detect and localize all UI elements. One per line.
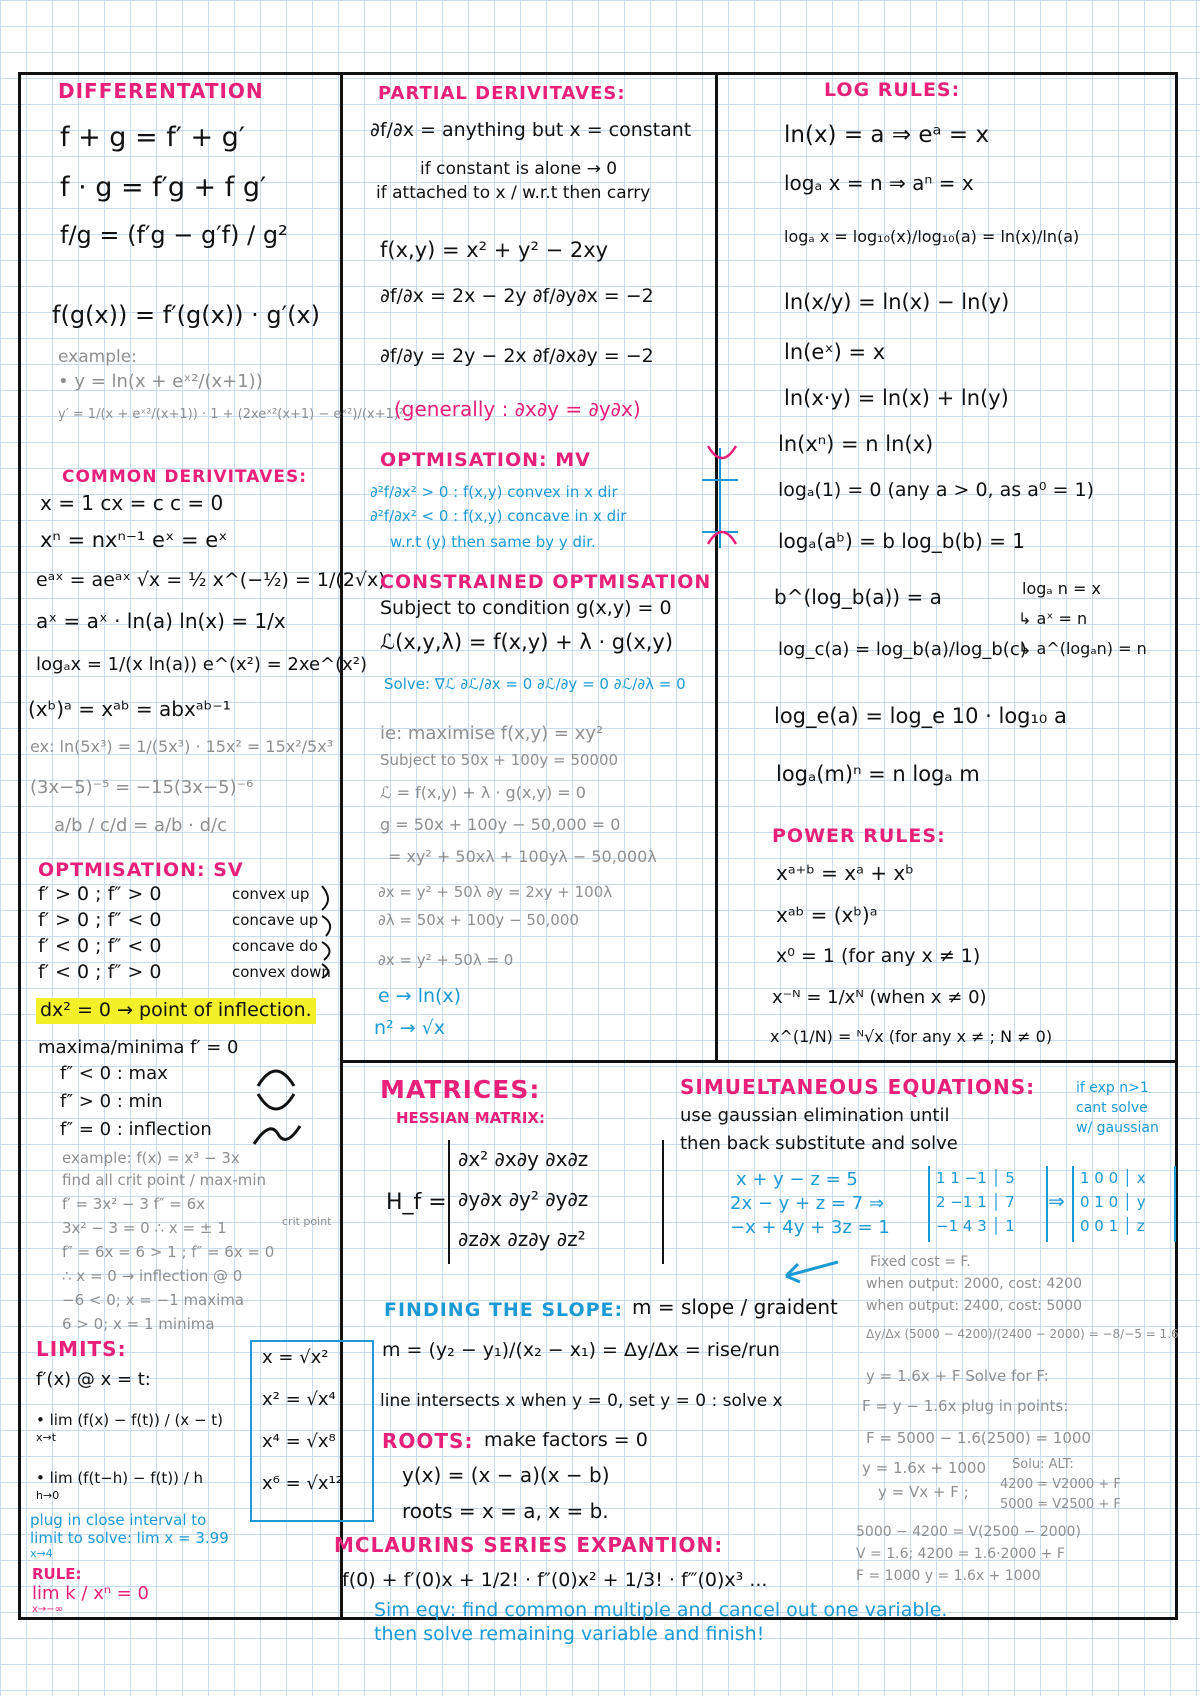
optmv-line-1: ∂²f/∂x² > 0 : f(x,y) convex in x dir [370, 483, 618, 501]
common-line-1: x = 1 cx = c c = 0 [40, 491, 224, 515]
constrained-example-5: = xy² + 50xλ + 100yλ − 50,000λ [388, 847, 657, 866]
sim-aside-2: cant solve [1076, 1100, 1148, 1116]
partial-line-5: ∂f/∂x = 2x − 2y ∂f/∂y∂x = −2 [380, 285, 654, 307]
diff-example-label: example: [58, 347, 137, 367]
optsv-example-8: 6 > 0; x = 1 minima [62, 1315, 215, 1333]
slope-title: FINDING THE SLOPE: [384, 1299, 624, 1321]
hessian-row-2: ∂y∂x ∂y² ∂y∂z [458, 1187, 589, 1211]
power-rule-1: xᵃ⁺ᵇ = xᵃ + xᵇ [776, 861, 914, 885]
limits-line-5: h→0 [36, 1489, 60, 1502]
sim-eq-1: x + y − z = 5 [736, 1169, 858, 1190]
diff-example-fn: • y = ln(x + eˣ²/(x+1)) [58, 371, 263, 392]
log-side-3: ↳ a^(logₐn) = n [1018, 639, 1147, 658]
cost-line-4: Δy/Δx (5000 − 4200)/(2400 − 2000) = −8/−5 = 1.6 [866, 1327, 1179, 1341]
cost-line-2: when output: 2000, cost: 4200 [866, 1276, 1082, 1292]
constrained-example-2: Subject to 50x + 100y = 50000 [380, 751, 619, 769]
aug-row-3: −1 4 3 │ 1 [936, 1217, 1015, 1235]
cost-alt-2: 4200 = V2000 + F [1000, 1477, 1121, 1492]
common-example-1: ex: ln(5x³) = 1/(5x³) · 15x² = 15x²/5x³ [30, 737, 334, 756]
hessian-row-1: ∂x² ∂x∂y ∂x∂z [458, 1147, 589, 1171]
red-row-3: 0 0 1 │ z [1080, 1217, 1145, 1235]
diff-rule-chain: f(g(x)) = f′(g(x)) · g′(x) [52, 301, 320, 329]
limits-line-3: x→t [36, 1431, 57, 1444]
red-row-2: 0 1 0 │ y [1080, 1193, 1146, 1211]
cost-line-9: y = Vx + F ; [878, 1483, 969, 1501]
log-rule-5: ln(eˣ) = x [784, 340, 886, 364]
sim-eq-3: −x + 4y + 3z = 1 [730, 1217, 890, 1238]
constrained-title: CONSTRAINED OPTMISATION [380, 571, 712, 593]
optsv-row-3-label: concave do [232, 937, 318, 955]
cost-line-1: Fixed cost = F. [870, 1254, 971, 1270]
sim-desc-1: use gaussian elimination until [680, 1105, 950, 1126]
case-inflection: f″ = 0 : inflection [60, 1119, 212, 1140]
cost-alt-1: Solu: ALT: [1012, 1457, 1074, 1472]
optsv-example-1: example: f(x) = x³ − 3x [62, 1149, 240, 1167]
optsv-example-3: f′ = 3x² − 3 f″ = 6x [62, 1195, 206, 1213]
common-line-2: xⁿ = nxⁿ⁻¹ eˣ = eˣ [40, 528, 228, 552]
log-side-1: logₐ n = x [1022, 579, 1101, 598]
log-rule-8: logₐ(1) = 0 (any a > 0, as a⁰ = 1) [778, 479, 1094, 501]
sim-aside-3: w/ gaussian [1076, 1120, 1159, 1136]
partial-line-6: ∂f/∂y = 2y − 2x ∂f/∂x∂y = −2 [380, 345, 654, 367]
log-rule-6: ln(x·y) = ln(x) + ln(y) [784, 386, 1009, 410]
slope-formula: m = (y₂ − y₁)/(x₂ − x₁) = Δy/Δx = rise/run [382, 1339, 780, 1361]
optsv-row-3-cond: f′ < 0 ; f″ < 0 [38, 935, 162, 957]
case-max: f″ < 0 : max [60, 1063, 168, 1084]
common-line-4: aˣ = aˣ · ln(a) ln(x) = 1/x [36, 609, 286, 633]
cost-line-11: V = 1.6; 4200 = 1.6·2000 + F [856, 1546, 1065, 1562]
limits-rule-sub: x→−∞ [32, 1604, 64, 1615]
red-row-1: 1 0 0 │ x [1080, 1169, 1146, 1187]
limits-title: LIMITS: [36, 1337, 127, 1361]
limits-line-2: • lim (f(x) − f(t)) / (x − t) [36, 1411, 224, 1429]
diff-title: DIFFERENTATION [58, 79, 264, 103]
optsv-row-1-cond: f′ > 0 ; f″ > 0 [38, 883, 162, 905]
optsv-example-7: −6 < 0; x = −1 maxima [62, 1291, 245, 1309]
common-line-3: eᵃˣ = aeᵃˣ √x = ½ x^(−½) = 1/(2√x) [36, 569, 386, 591]
hessian-title: HESSIAN MATRIX: [396, 1109, 545, 1127]
optsv-row-4-label: convex down [232, 963, 331, 981]
limits-plug-2: limit to solve: lim x = 3.99 [30, 1529, 229, 1547]
partial-line-4: f(x,y) = x² + y² − 2xy [380, 238, 609, 262]
limits-rule-label: RULE: [32, 1565, 82, 1583]
limits-plug-3: x→4 [30, 1547, 53, 1560]
sqrt-identity-3: x⁴ = √x⁸ [262, 1431, 336, 1452]
optsv-example-6: ∴ x = 0 → inflection @ 0 [62, 1267, 243, 1285]
roots-title: ROOTS: [382, 1429, 474, 1453]
sim-title: SIMUELTANEOUS EQUATIONS: [680, 1075, 1036, 1099]
aug-row-1: 1 1 −1 │ 5 [936, 1169, 1015, 1187]
slope-line: line intersects x when y = 0, set y = 0 : solve x [380, 1391, 783, 1411]
cost-line-7: F = 5000 − 1.6(2500) = 1000 [866, 1429, 1092, 1447]
divider-col2 [715, 72, 718, 1062]
optsv-row-4-cond: f′ < 0 ; f″ > 0 [38, 961, 162, 983]
log-rule-1: ln(x) = a ⇒ eᵃ = x [784, 122, 990, 148]
constrained-line-1: Subject to condition g(x,y) = 0 [380, 597, 672, 619]
log-rule-11: log_c(a) = log_b(a)/log_b(c) [778, 639, 1027, 660]
optsv-example-5: f″ = 6x = 6 > 1 ; f″ = 6x = 0 [62, 1243, 275, 1261]
log-rule-4: ln(x/y) = ln(x) − ln(y) [784, 290, 1010, 314]
log-rule-7: ln(xⁿ) = n ln(x) [778, 432, 934, 456]
slope-def: m = slope / graident [632, 1295, 838, 1319]
optmv-line-3: w.r.t (y) then same by y dir. [390, 533, 596, 551]
cost-line-3: when output: 2400, cost: 5000 [866, 1298, 1082, 1314]
common-line-6: (xᵇ)ᵃ = xᵃᵇ = abxᵃᵇ⁻¹ [28, 697, 231, 721]
log-rule-3: logₐ x = log₁₀(x)/log₁₀(a) = ln(x)/ln(a) [784, 227, 1080, 246]
sqrt-identity-1: x = √x² [262, 1347, 329, 1368]
sim-desc-2: then back substitute and solve [680, 1133, 958, 1154]
log-title: LOG RULES: [824, 79, 961, 101]
optsv-row-1-label: convex up [232, 885, 310, 903]
cost-line-10: 5000 − 4200 = V(2500 − 2000) [856, 1524, 1081, 1540]
common-line-5: logₐx = 1/(x ln(a)) e^(x²) = 2xe^(x²) [36, 654, 368, 675]
roots-def: make factors = 0 [484, 1429, 648, 1451]
case-min: f″ > 0 : min [60, 1091, 163, 1112]
diff-example-derivative: y′ = 1/(x + eˣ²/(x+1)) · 1 + (2xeˣ²(x+1) − eˣ²)/(x+1)² [58, 407, 405, 422]
cost-line-6: F = y − 1.6x plug in points: [862, 1397, 1069, 1415]
partial-line-3: if attached to x / w.r.t then carry [376, 183, 651, 203]
limits-line-4: • lim (f(t−h) − f(t)) / h [36, 1469, 204, 1487]
optmv-title: OPTMISATION: MV [380, 449, 591, 471]
constrained-example-1: ie: maximise f(x,y) = xy² [380, 723, 604, 744]
blue-note-ln: e → ln(x) [378, 985, 462, 1007]
mclaurin-formula: f(0) + f′(0)x + 1/2! · f″(0)x² + 1/3! · f‴(0)x³ ... [342, 1569, 768, 1591]
inflection-highlight: dx² = 0 → point of inflection. [36, 998, 316, 1024]
common-example-3: a/b / c/d = a/b · d/c [54, 815, 228, 836]
limits-plug-1: plug in close interval to [30, 1511, 207, 1529]
pointer-arrow-icon [780, 1254, 840, 1284]
log-rule-12: log_e(a) = log_e 10 · log₁₀ a [774, 704, 1067, 728]
limits-line-1: f′(x) @ x = t: [36, 1369, 151, 1390]
cost-line-12: F = 1000 y = 1.6x + 1000 [856, 1568, 1041, 1584]
constrained-example-6: ∂x = y² + 50λ ∂y = 2xy + 100λ [378, 883, 613, 901]
optsv-example-4: 3x² − 3 = 0 ∴ x = ± 1 [62, 1219, 227, 1237]
simeq-note-2: then solve remaining variable and finish! [374, 1623, 765, 1645]
power-rule-4: x⁻ᴺ = 1/xᴺ (when x ≠ 0) [772, 987, 987, 1008]
divider-matrices [340, 1060, 1178, 1063]
curvature-brace-icon [318, 880, 348, 980]
sqrt-identity-4: x⁶ = √x¹² [262, 1473, 343, 1494]
matrices-title: MATRICES: [380, 1075, 541, 1104]
power-title: POWER RULES: [772, 825, 946, 847]
power-rule-5: x^(1/N) = ᴺ√x (for any x ≠ ; N ≠ 0) [770, 1027, 1053, 1046]
diff-rule-sum: f + g = f′ + g′ [60, 122, 245, 153]
log-rule-10: b^(log_b(a)) = a [774, 585, 942, 609]
sim-eq-2: 2x − y + z = 7 ⇒ [730, 1193, 885, 1214]
sim-arrow: ⇒ [1048, 1189, 1065, 1213]
optmv-line-2: ∂²f/∂x² < 0 : f(x,y) concave in x dir [370, 507, 627, 525]
power-rule-2: xᵃᵇ = (xᵇ)ᵃ [776, 903, 878, 927]
hessian-label: H_f = [386, 1190, 447, 1215]
roots-line-1: y(x) = (x − a)(x − b) [402, 1463, 610, 1487]
sim-aside-1: if exp n>1 [1076, 1080, 1149, 1096]
cost-line-8: y = 1.6x + 1000 [862, 1459, 986, 1477]
common-example-2: (3x−5)⁻⁵ = −15(3x−5)⁻⁶ [30, 777, 254, 798]
optsv-crit-note: crit point [282, 1215, 332, 1228]
power-rule-3: x⁰ = 1 (for any x ≠ 1) [776, 945, 981, 967]
partial-line-1: ∂f/∂x = anything but x = constant [370, 119, 692, 141]
log-side-2: ↳ aˣ = n [1018, 609, 1088, 628]
constrained-solve: Solve: ∇ℒ ∂ℒ/∂x = 0 ∂ℒ/∂y = 0 ∂ℒ/∂λ = 0 [384, 675, 686, 693]
constrained-example-7: ∂λ = 50x + 100y − 50,000 [378, 911, 579, 929]
optsv-example-2: find all crit point / max-min [62, 1171, 266, 1189]
diff-rule-product: f · g = f′g + f g′ [60, 172, 267, 203]
common-title: COMMON DERIVITAVES: [62, 467, 308, 487]
roots-line-2: roots = x = a, x = b. [402, 1499, 609, 1523]
log-rule-13: logₐ(m)ⁿ = n logₐ m [776, 762, 980, 786]
log-rule-9: logₐ(aᵇ) = b log_b(b) = 1 [778, 529, 1025, 553]
optsv-title: OPTMISATION: SV [38, 859, 244, 881]
blue-note-sqrt: n² → √x [374, 1017, 446, 1039]
constrained-example-3: ℒ = f(x,y) + λ · g(x,y) = 0 [380, 783, 586, 802]
sqrt-identity-2: x² = √x⁴ [262, 1389, 336, 1410]
constrained-line-2: ℒ(x,y,λ) = f(x,y) + λ · g(x,y) [380, 630, 674, 654]
constrained-example-4: g = 50x + 100y − 50,000 = 0 [380, 815, 621, 834]
maxmin-line: maxima/minima f′ = 0 [38, 1037, 239, 1058]
curve-shapes-icon [248, 1060, 304, 1150]
partial-note: (generally : ∂x∂y = ∂y∂x) [394, 397, 641, 421]
partial-title: PARTIAL DERIVITAVES: [378, 83, 626, 104]
diff-rule-quotient: f/g = (f′g − g′f) / g² [60, 221, 288, 249]
cost-alt-3: 5000 = V2500 + F [1000, 1497, 1121, 1512]
log-rule-2: logₐ x = n ⇒ aⁿ = x [784, 171, 974, 195]
constrained-example-8: ∂x = y² + 50λ = 0 [378, 951, 514, 969]
optsv-row-2-cond: f′ > 0 ; f″ < 0 [38, 909, 162, 931]
cost-line-5: y = 1.6x + F Solve for F: [866, 1367, 1049, 1385]
aug-row-2: 2 −1 1 │ 7 [936, 1193, 1015, 1211]
partial-line-2: if constant is alone → 0 [420, 159, 618, 179]
hessian-row-3: ∂z∂x ∂z∂y ∂z² [458, 1227, 586, 1251]
mclaurin-title: MCLAURINS SERIES EXPANTION: [334, 1533, 724, 1557]
simeq-note-1: Sim eqv: find common multiple and cancel out one variable. [374, 1599, 948, 1621]
limits-rule: lim k / xⁿ = 0 [32, 1583, 149, 1604]
optsv-row-2-label: concave up [232, 911, 319, 929]
convexity-sketch-icon [700, 440, 740, 550]
